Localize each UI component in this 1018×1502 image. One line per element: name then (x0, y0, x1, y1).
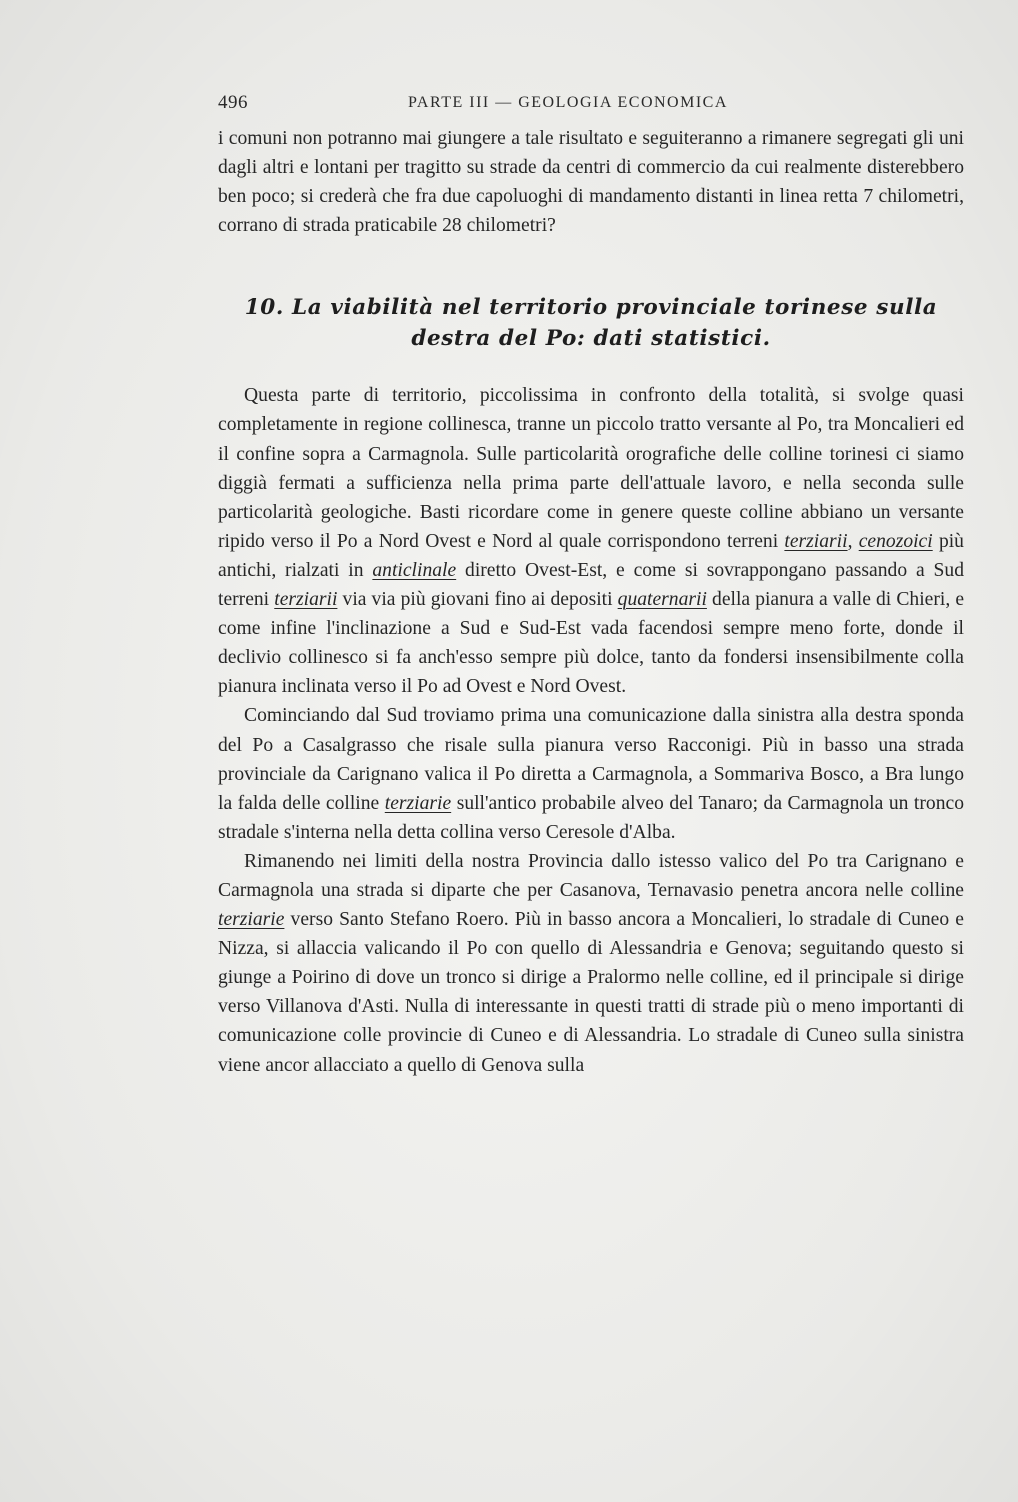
section-title-text: La viabilità nel territorio provinciale torinese sulla destra del Po: dati statistici. (292, 295, 938, 352)
italic-term: terziarie (384, 792, 452, 814)
text-run: diretto Ovest-Est, e come si sovrappongano passando a Sud terreni (218, 559, 964, 611)
paragraph (218, 381, 964, 701)
text-run: più antichi, rialzati in (218, 530, 964, 581)
section-number: 10. (244, 295, 284, 321)
body-text (218, 124, 964, 1080)
page-number: 496 (218, 92, 248, 113)
italic-term: quaternarii (617, 589, 707, 611)
text-run: Questa parte di territorio, piccolissima in confronto della totalità, si svolge quasi completamente in regione collinesca, tranne un piccolo tratto versante al Po, tra Moncalieri ed il confine sopra a Carmagnola. Sulle particolarità orografiche delle colline torinesi ci siamo diggià fermati a sufficienza nella prima parte dell'attuale lavoro, e nella seconda sulle particolarità geologiche. Basti ricordare come in genere queste colline abbiano un versante ripido verso il Po a Nord Ovest e Nord al quale corrispondono terreni (218, 385, 964, 552)
page-header (218, 92, 964, 116)
paragraph-continued: i comuni non potranno mai giungere a tale risultato e seguiteranno a rimanere segregati gli uni dagli altri e lontani per tragitto su strade da centri di commercio da cui realmente disterebbero ben poco; si crederà che fra due capoluoghi di mandamento distanti in linea retta 7 chilometri, corrano di strada praticabile 28 chilometri? (218, 128, 964, 237)
italic-term: cenozoici (858, 530, 933, 552)
text-run: verso Santo Stefano Roero. Più in basso ancora a Moncalieri, lo stradale di Cuneo e Nizza, si allaccia valicando il Po con quello di Alessandria e Genova; seguitando questo si giunge a Poirino di dove un tronco si dirige a Pralormo nelle colline, ed il principale si dirige verso Villanova d'Asti. Nulla di interessante in questi tratti di strade più o meno importanti di comunicazione colle provincie di Cuneo e di Alessandria. Lo stradale di Cuneo sulla sinistra viene ancor allacciato a quello di Genova sulla (218, 909, 964, 1076)
paragraph (218, 701, 964, 846)
text-run: sull'antico probabile alveo del Tanaro; da Carmagnola un tronco stradale s'interna nella detta collina verso Ceresole d'Alba. (218, 792, 964, 843)
italic-term: terziarii (784, 530, 848, 552)
running-head: PARTE III — GEOLOGIA ECONOMICA (408, 94, 728, 111)
text-run: Rimanendo nei limiti della nostra Provincia dallo istesso valico del Po tra Carignano e Carmagnola una strada si diparte che per Casanova, Ternavasio penetra ancora nelle colline (218, 850, 964, 901)
text-run: , (847, 530, 853, 552)
text-run: Cominciando dal Sud troviamo prima una comunicazione dalla sinistra alla destra sponda del Po a Casalgrasso che risale sulla pianura verso Racconigi. Più in basso una strada provinciale da Carignano valica il Po diretta a Carmagnola, a Sommariva Bosco, a Bra lungo la falda delle colline (218, 705, 964, 814)
section-heading (218, 292, 964, 354)
text-run: via via più giovani fino ai depositi (342, 589, 613, 611)
italic-term: terziarii (274, 589, 338, 611)
italic-term: anticlinale (372, 559, 457, 581)
paragraph (218, 847, 964, 1080)
text-run: della pianura a valle di Chieri, e come infine l'inclinazione a Sud e Sud-Est vada facendosi sempre meno forte, donde il declivio collinesco si fa anch'esso sempre più dolce, tanto da fondersi insensibilmente colla pianura inclinata verso il Po ad Ovest e Nord Ovest. (218, 589, 965, 698)
italic-term: terziarie (218, 909, 285, 931)
